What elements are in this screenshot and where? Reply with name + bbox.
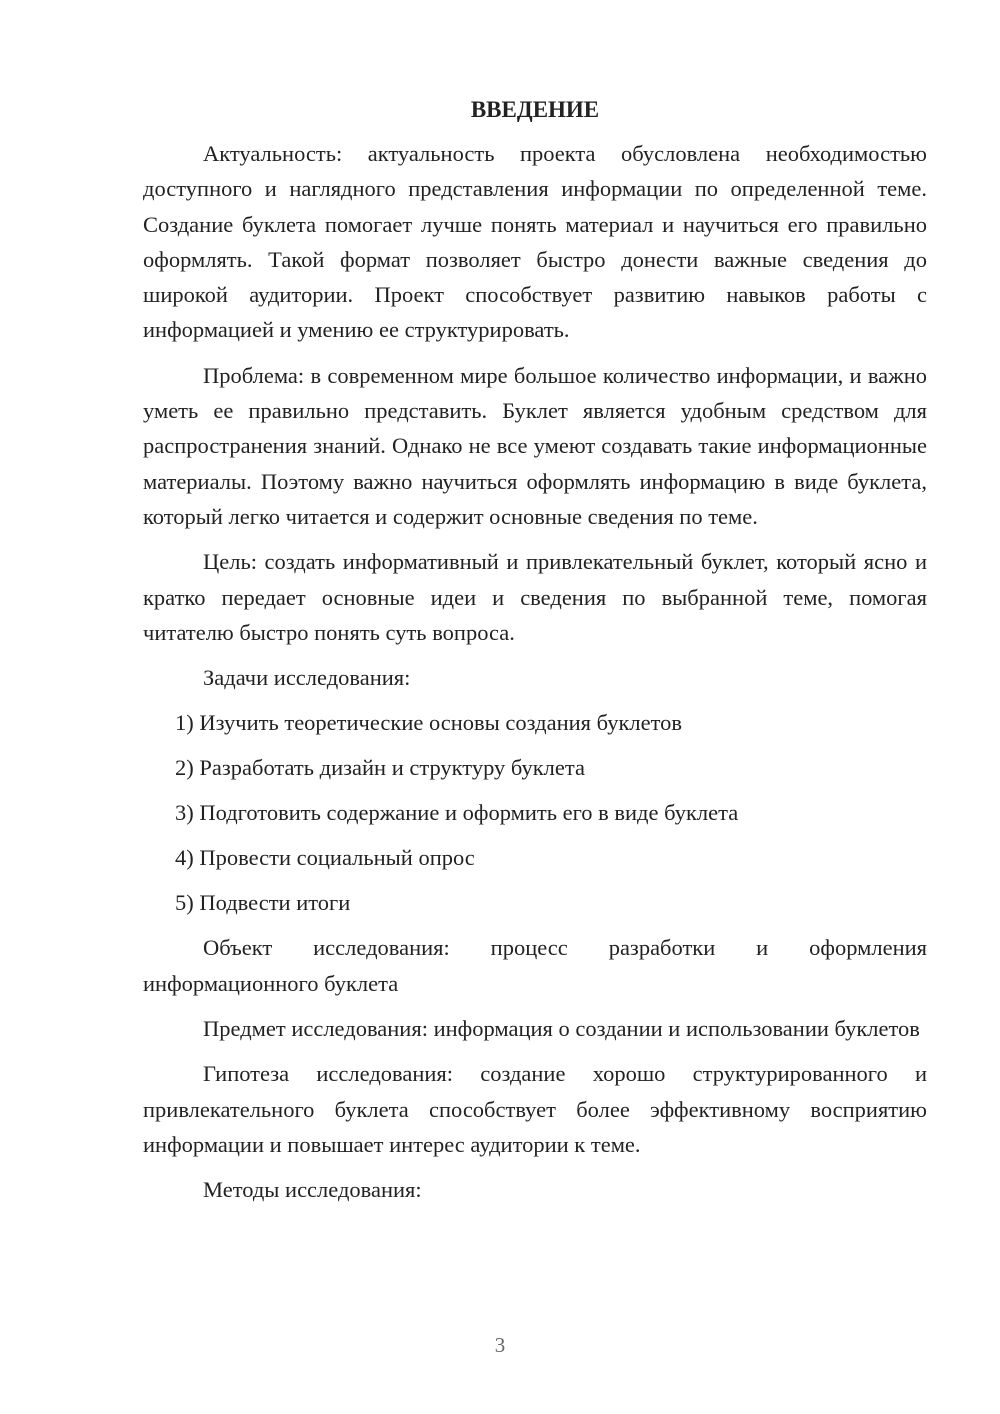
hypothesis-paragraph: Гипотеза исследования: создание хорошо структурированного и привлекательного буклета способствует более эффективному восприятию информации и повышает интерес аудитории к теме. <box>143 1061 927 1157</box>
task-item-2: 2) Разработать дизайн и структуру буклета <box>175 755 585 781</box>
task-item-5: 5) Подвести итоги <box>175 890 351 916</box>
methods-title: Методы исследования: <box>203 1177 422 1203</box>
document-page <box>143 92 927 1208</box>
page-number: 3 <box>494 1333 506 1357</box>
subject-paragraph: Предмет исследования: информация о создании и использовании буклетов <box>203 1016 920 1042</box>
task-item-3: 3) Подготовить содержание и оформить его в виде буклета <box>175 800 739 826</box>
object-paragraph: Объект исследования: процесс разработки и оформления информационного буклета <box>143 935 927 996</box>
task-item-1: 1) Изучить теоретические основы создания буклетов <box>175 710 683 736</box>
tasks-title: Задачи исследования: <box>203 665 411 691</box>
relevance-paragraph: Актуальность: актуальность проекта обусловлена необходимостью доступного и наглядного представления информации по определенной теме. Создание буклета помогает лучше понять материал и научиться его правильно оформлять. Такой формат позволяет быстро донести важные сведения до широкой аудитории. Проект способствует развитию навыков работы с информацией и умению ее структурировать. <box>143 141 927 343</box>
problem-paragraph: Проблема: в современном мире большое количество информации, и важно уметь ее правильно представить. Буклет является удобным средством для распространения знаний. Однако не все умеют создавать такие информационные материалы. Поэтому важно научиться оформлять информацию в виде буклета, который легко читается и содержит основные сведения по теме. <box>143 362 927 529</box>
goal-paragraph: Цель: создать информативный и привлекательный буклет, который ясно и кратко передает основные идеи и сведения по выбранной теме, помогая читателю быстро понять суть вопроса. <box>143 549 927 645</box>
task-item-4: 4) Провести социальный опрос <box>175 845 475 871</box>
section-heading: ВВЕДЕНИЕ <box>470 97 600 122</box>
tasks-list <box>143 705 927 930</box>
